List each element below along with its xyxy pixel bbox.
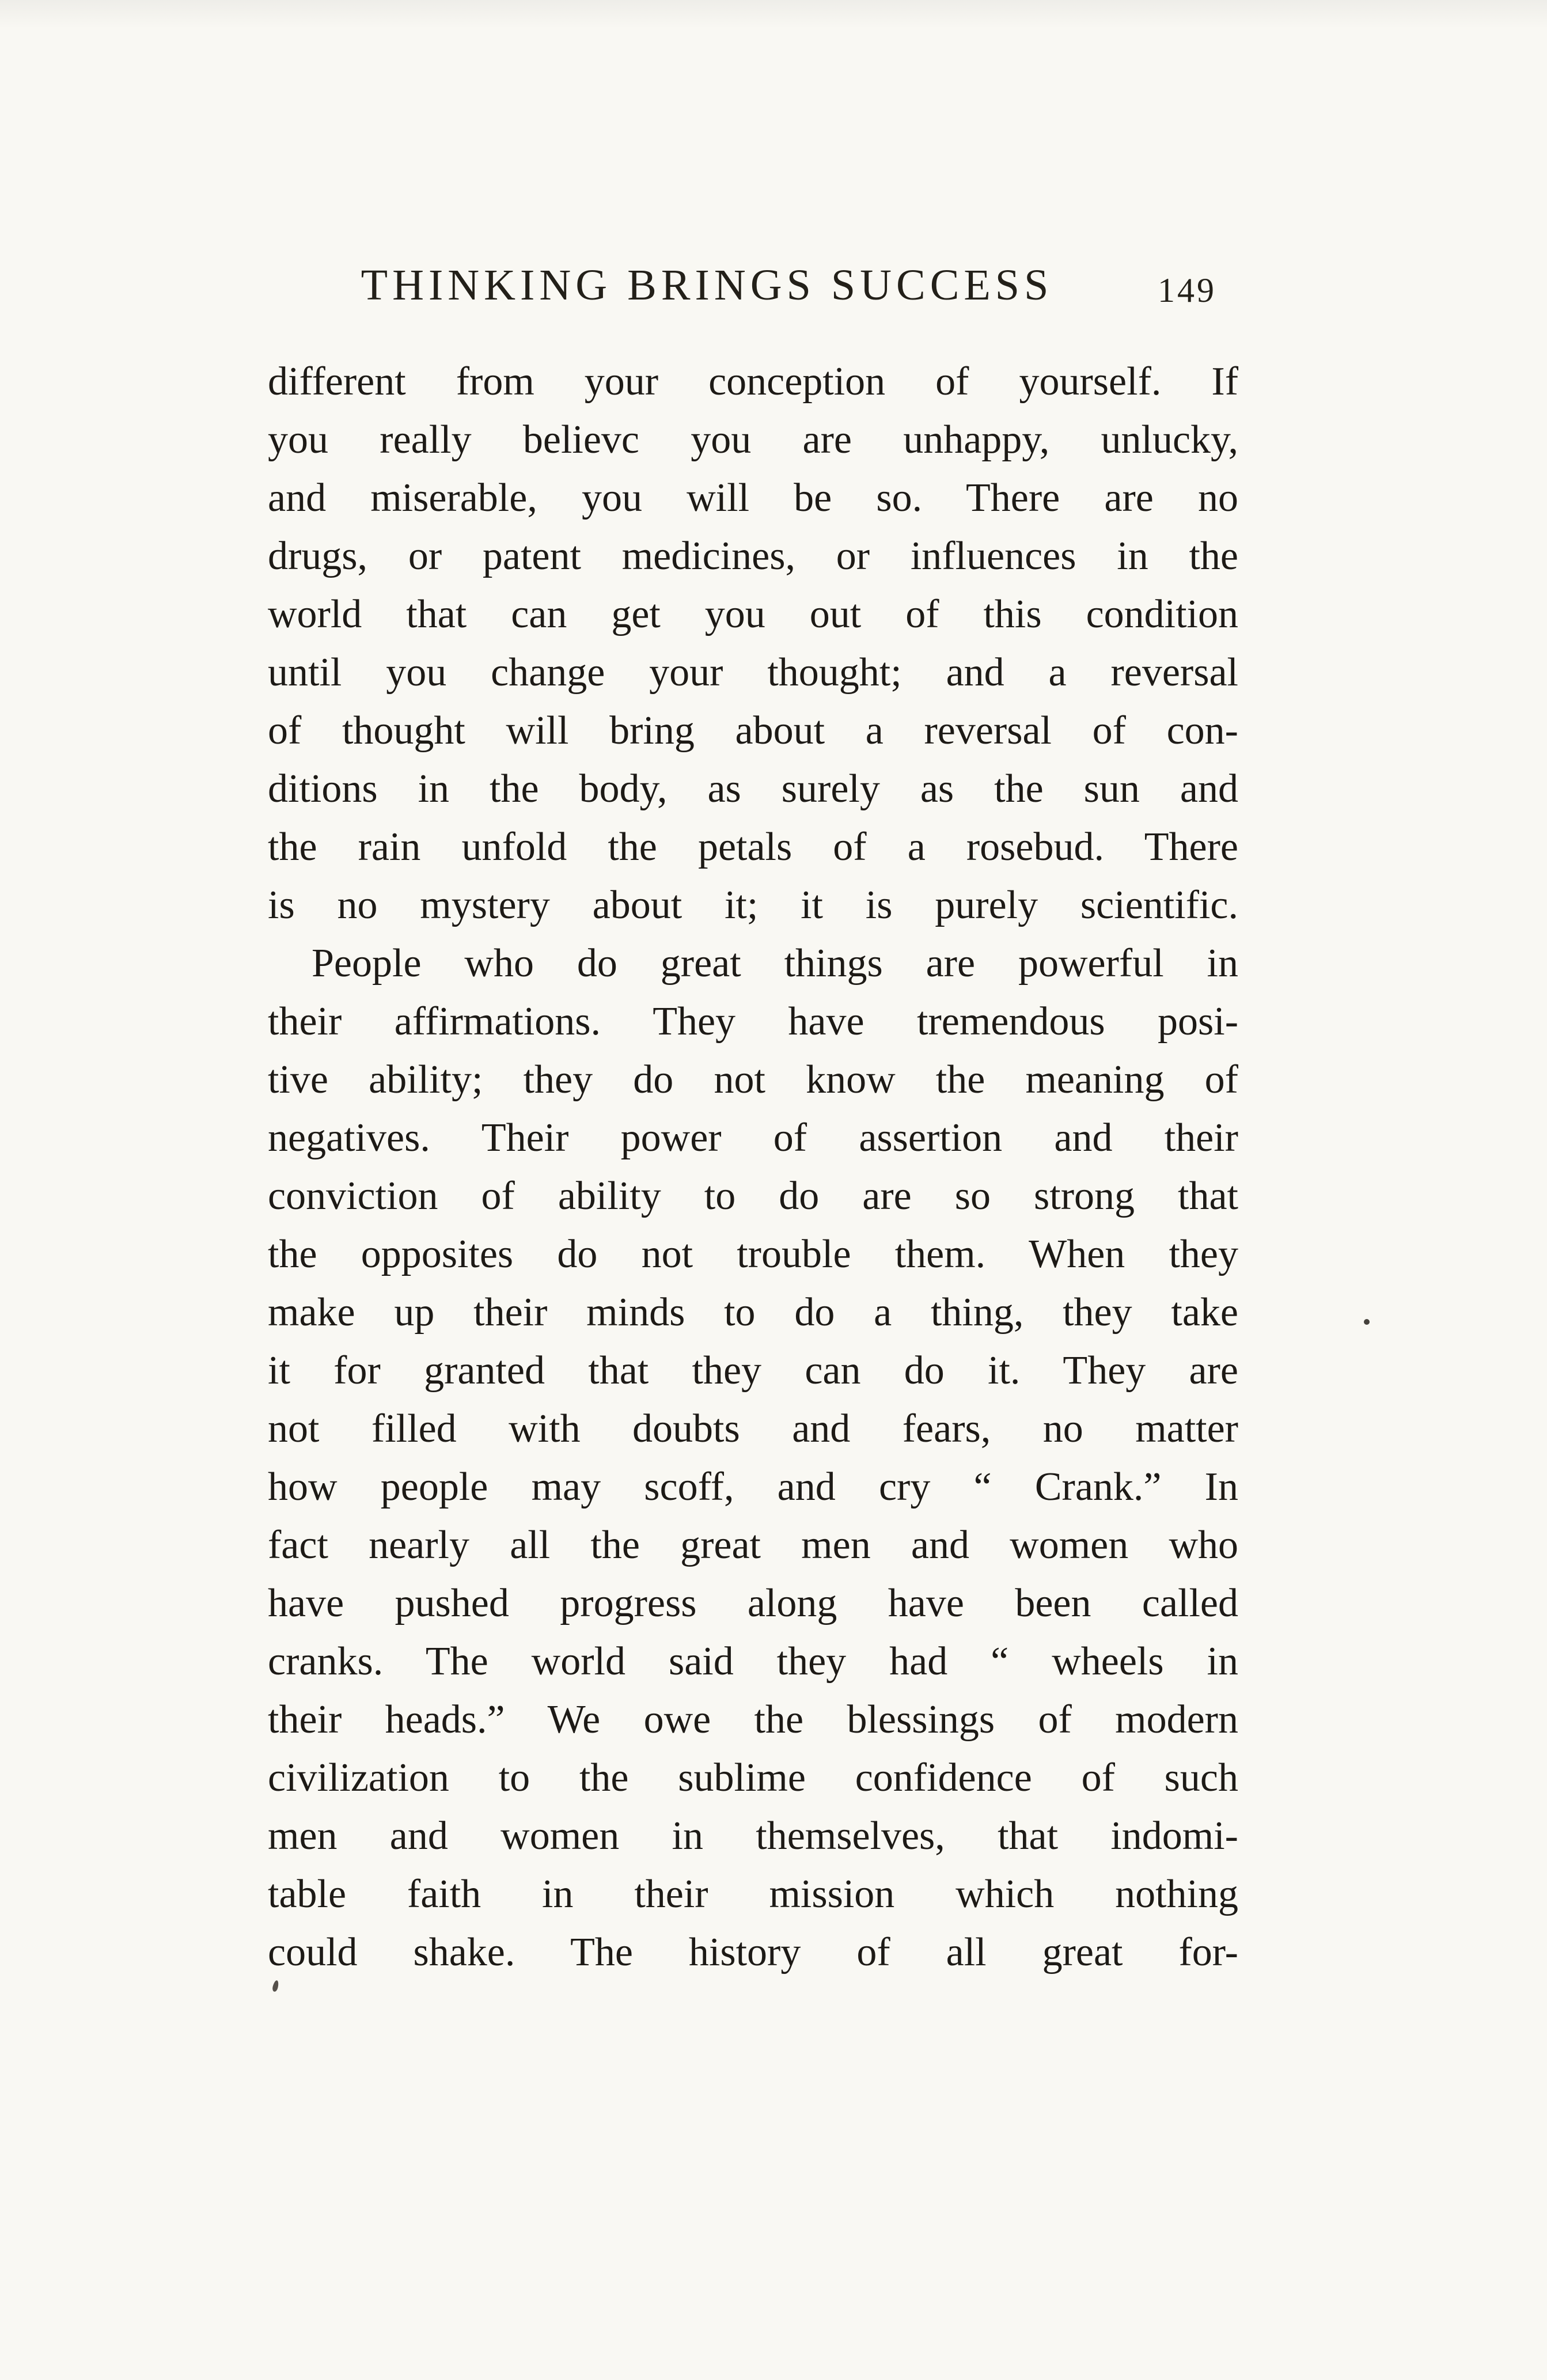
text-line: their affirmations. They have tremendous posi- [268,999,1238,1044]
running-header [268,260,1238,324]
ink-speck-right-margin [1364,1319,1370,1325]
text-line: it for granted that they can do it. They are [268,1348,1238,1393]
text-line: table faith in their mission which nothing [268,1872,1238,1916]
text-line: fact nearly all the great men and women who [268,1523,1238,1567]
text-line: men and women in themselves, that indomi- [268,1814,1238,1858]
text-line: tive ability; they do not know the meaning of [268,1058,1238,1102]
text-line: is no mystery about it; it is purely scientific. [268,883,1238,927]
text-line: conviction of ability to do are so strong that [268,1174,1238,1218]
text-line: the rain unfold the petals of a rosebud. There [268,825,1238,869]
paragraph [268,934,1238,1981]
text-line: how people may scoff, and cry “ Crank.” In [268,1465,1238,1509]
text-line: of thought will bring about a reversal of con- [268,708,1238,753]
ink-speck-bottom-left [272,1980,280,1992]
text-line: make up their minds to do a thing, they take [268,1290,1238,1335]
text-line: their heads.” We owe the blessings of modern [268,1697,1238,1742]
text-line: and miserable, you will be so. There are no [268,476,1238,520]
text-line: have pushed progress along have been called [268,1581,1238,1625]
text-line: People who do great things are powerful in [312,941,1238,986]
text-line: the opposites do not trouble them. When they [268,1232,1238,1276]
text-line: negatives. Their power of assertion and their [268,1116,1238,1160]
text-line: different from your conception of yourself. If [268,359,1238,404]
text-line: not filled with doubts and fears, no matter [268,1407,1238,1451]
text-line: world that can get you out of this condition [268,592,1238,636]
text-line: drugs, or patent medicines, or influences in the [268,534,1238,578]
text-line: could shake. The history of all great for- [268,1930,1238,1975]
text-line: you really believc you are unhappy, unlucky, [268,418,1238,462]
running-header-title: THINKING BRINGS SUCCESS [361,261,1053,309]
text-line: civilization to the sublime confidence of such [268,1756,1238,1800]
text-line: cranks. The world said they had “ wheels in [268,1639,1238,1684]
text-line: until you change your thought; and a reversal [268,650,1238,695]
page-number: 149 [1158,271,1216,309]
text-block [268,353,1238,1981]
text-line: ditions in the body, as surely as the sun and [268,767,1238,811]
paragraph [268,353,1238,934]
